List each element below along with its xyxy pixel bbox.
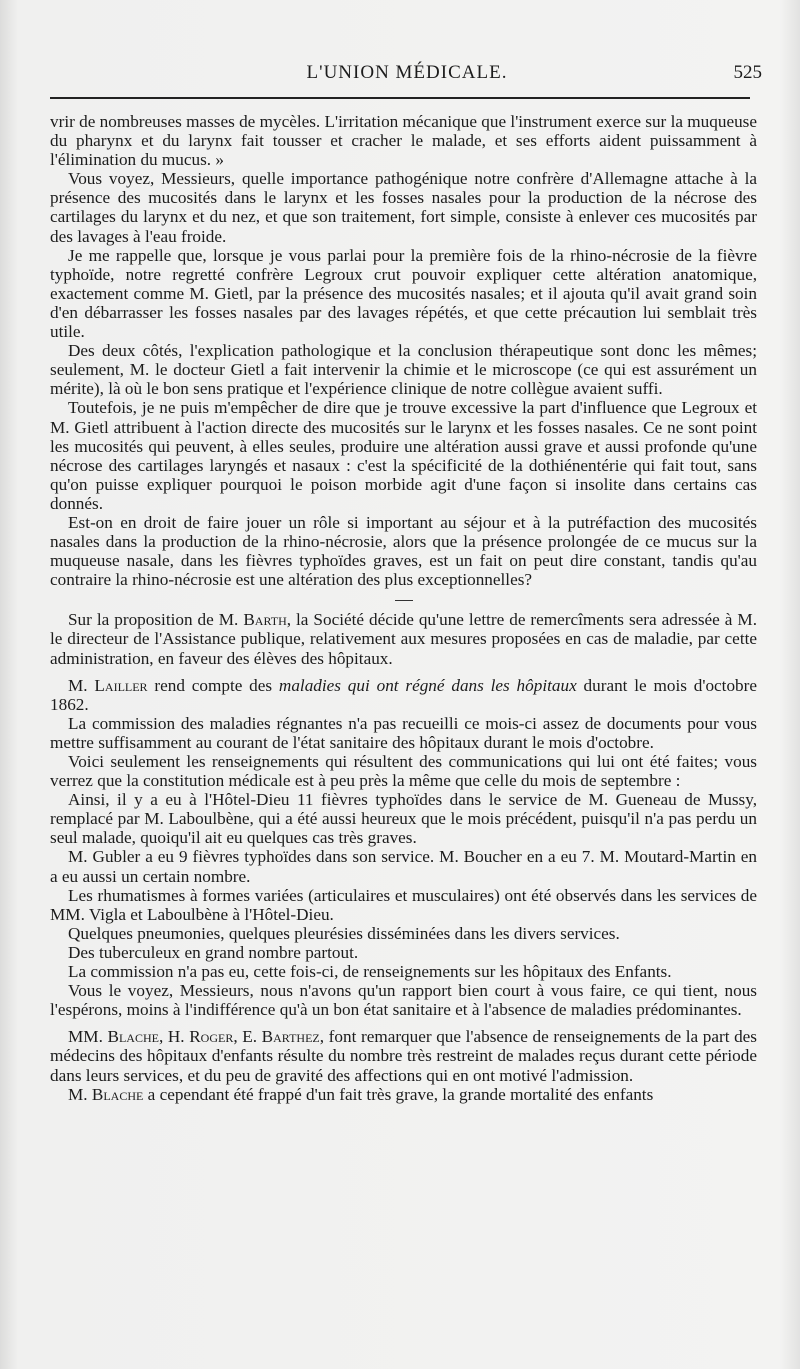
paragraph: Quelques pneumonies, quelques pleurésies disséminées dans les divers services. xyxy=(68,923,620,943)
surname: Blache xyxy=(91,1084,144,1104)
paragraph: Ainsi, il y a eu à l'Hôtel-Dieu 11 fièvres typhoïdes dans le service de M. Gueneau de Mussy, remplacé par M. Laboulbène, qui a été aussi heureux que le mois précédent, puisqu'il n'a pas perdu un seul malade, quoiqu'il ait eu quelques cas très graves. xyxy=(50,790,757,848)
paragraph: Les rhumatismes à formes variées (articulaires et musculaires) ont été observés dans les services de MM. Vigla et Laboulbène à l'Hôtel-Dieu. xyxy=(50,885,757,924)
paragraph: Des tuberculeux en grand nombre partout. xyxy=(68,942,359,962)
header-rule xyxy=(50,97,750,99)
paragraph: Des deux côtés, l'explication pathologique et la conclusion thérapeutique sont donc les mêmes; seulement, M. le docteur Gietl a fait intervenir la chimie et le microscope (ce qui est assurément un mérite), là où le bon sens pratique et l'expérience clinique de notre collègue avaient suffi. xyxy=(50,341,757,399)
page-number: 525 xyxy=(733,62,762,83)
paragraph: La commission n'a pas eu, cette fois-ci, de renseignements sur les hôpitaux des Enfants. xyxy=(68,962,672,982)
surname: E. Barthez xyxy=(242,1027,320,1047)
paragraph-continued: vrir de nombreuses masses de mycèles. L'irritation mécanique que l'instrument exerce sur la muqueuse du pharynx et du larynx fait tousser et cracher le malade, et ses efforts aident puissamment à l'élimination du mucus. » xyxy=(50,112,757,170)
paragraph-blache-note: M. Blache a cependant été frappé d'un fait très grave, la grande mortalité des enfants xyxy=(68,1084,654,1104)
paragraph: Je me rappelle que, lorsque je vous parlai pour la première fois de la rhino-nécrosie de la fièvre typhoïde, notre regretté confrère Legroux crut pouvoir expliquer cette altération anatomique, exactement comme M. Gietl, par la présence des mucosités nasales; et il ajouta qu'il avait grand soin d'en débarrasser les fosses nasales par des lavages répétés, et que cette précaution lui semblait très utile. xyxy=(50,245,757,342)
surname: Barth xyxy=(243,610,287,630)
page-header xyxy=(48,62,766,88)
paragraph: Vous le voyez, Messieurs, nous n'avons qu'un rapport bien court à vous faire, ce qui tient, nous l'espérons, moins à l'indifférence qu'à un bon état sanitaire et à l'absence de maladies prédominantes. xyxy=(50,981,757,1020)
surname: Lailler xyxy=(94,675,148,695)
paragraph: Est-on en droit de faire jouer un rôle si important au séjour et à la putréfaction des mucosités nasales dans la production de la rhino-nécrosie, alors que la présence prolongée de ce mucus sur la muqueuse nasale, dans les fièvres typhoïdes graves, est un fait on peut dire constant, tandis qu'au contraire la rhino-nécrosie est une altération des plus exceptionnelles? xyxy=(50,512,757,590)
paragraph-barth-proposal: Sur la proposition de M. Barth, la Société décide qu'une lettre de remercîments sera adressée à M. le directeur de l'Assistance publique, relativement aux mesures proposées en cas de maladie, par cette administration, en faveur des élèves des hôpitaux. xyxy=(50,610,757,668)
article-body xyxy=(50,112,757,1104)
paragraph: M. Gubler a eu 9 fièvres typhoïdes dans son service. M. Boucher en a eu 7. M. Moutard-Martin en a eu aussi un certain nombre. xyxy=(50,847,757,886)
paragraph-lailler-report: M. Lailler rend compte des maladies qui ont régné dans les hôpitaux durant le mois d'octobre 1862. xyxy=(50,675,757,714)
paragraph: Toutefois, je ne puis m'empêcher de dire que je trouve excessive la part d'influence que Legroux et M. Gietl attribuent à l'action directe des mucosités sur le larynx et les fosses nasales. Ce ne sont point les mucosités qui peuvent, à elles seules, produire une altération aussi grave et aussi profonde qu'une nécrose des cartilages laryngés et nasaux : c'est la spécificité de la dothiénentérie qui fait tout, sans qu'on puisse expliquer pourquoi le poison morbide agit d'une façon si insolite dans certains cas donnés. xyxy=(50,398,757,513)
surname: H. Roger xyxy=(167,1027,234,1047)
surname: Blache xyxy=(107,1027,159,1047)
section-divider xyxy=(395,600,413,601)
running-title: L'UNION MÉDICALE. xyxy=(306,62,508,83)
paragraph: Voici seulement les renseignements qui résultent des communications qui lui ont été faites; vous verrez que la constitution médicale est à peu près la même que celle du mois de septembre : xyxy=(50,752,757,791)
paragraph: Vous voyez, Messieurs, quelle importance pathogénique notre confrère d'Allemagne attache à la présence des mucosités dans le larynx et les fosses nasales pour la production de la nécrose des cartilages du larynx et du nez, et que son traitement, fort simple, consiste à enlever ces mucosités par des lavages à l'eau froide. xyxy=(50,169,757,246)
italic-title: maladies qui ont régné dans les hôpitaux xyxy=(278,675,577,695)
paragraph: La commission des maladies régnantes n'a pas recueilli ce mois-ci assez de documents pour vous mettre suffisamment au courant de l'état sanitaire des hôpitaux durant le mois d'octobre. xyxy=(50,713,757,752)
paragraph-blache-roger-barthez: MM. Blache, H. Roger, E. Barthez, font remarquer que l'absence de renseignements de la part des médecins des hôpitaux d'enfants résulte du nombre très restreint de malades reçus durant cette période dans leurs services, et du peu de gravité des affections qui en ont motivé l'admission. xyxy=(50,1027,757,1085)
